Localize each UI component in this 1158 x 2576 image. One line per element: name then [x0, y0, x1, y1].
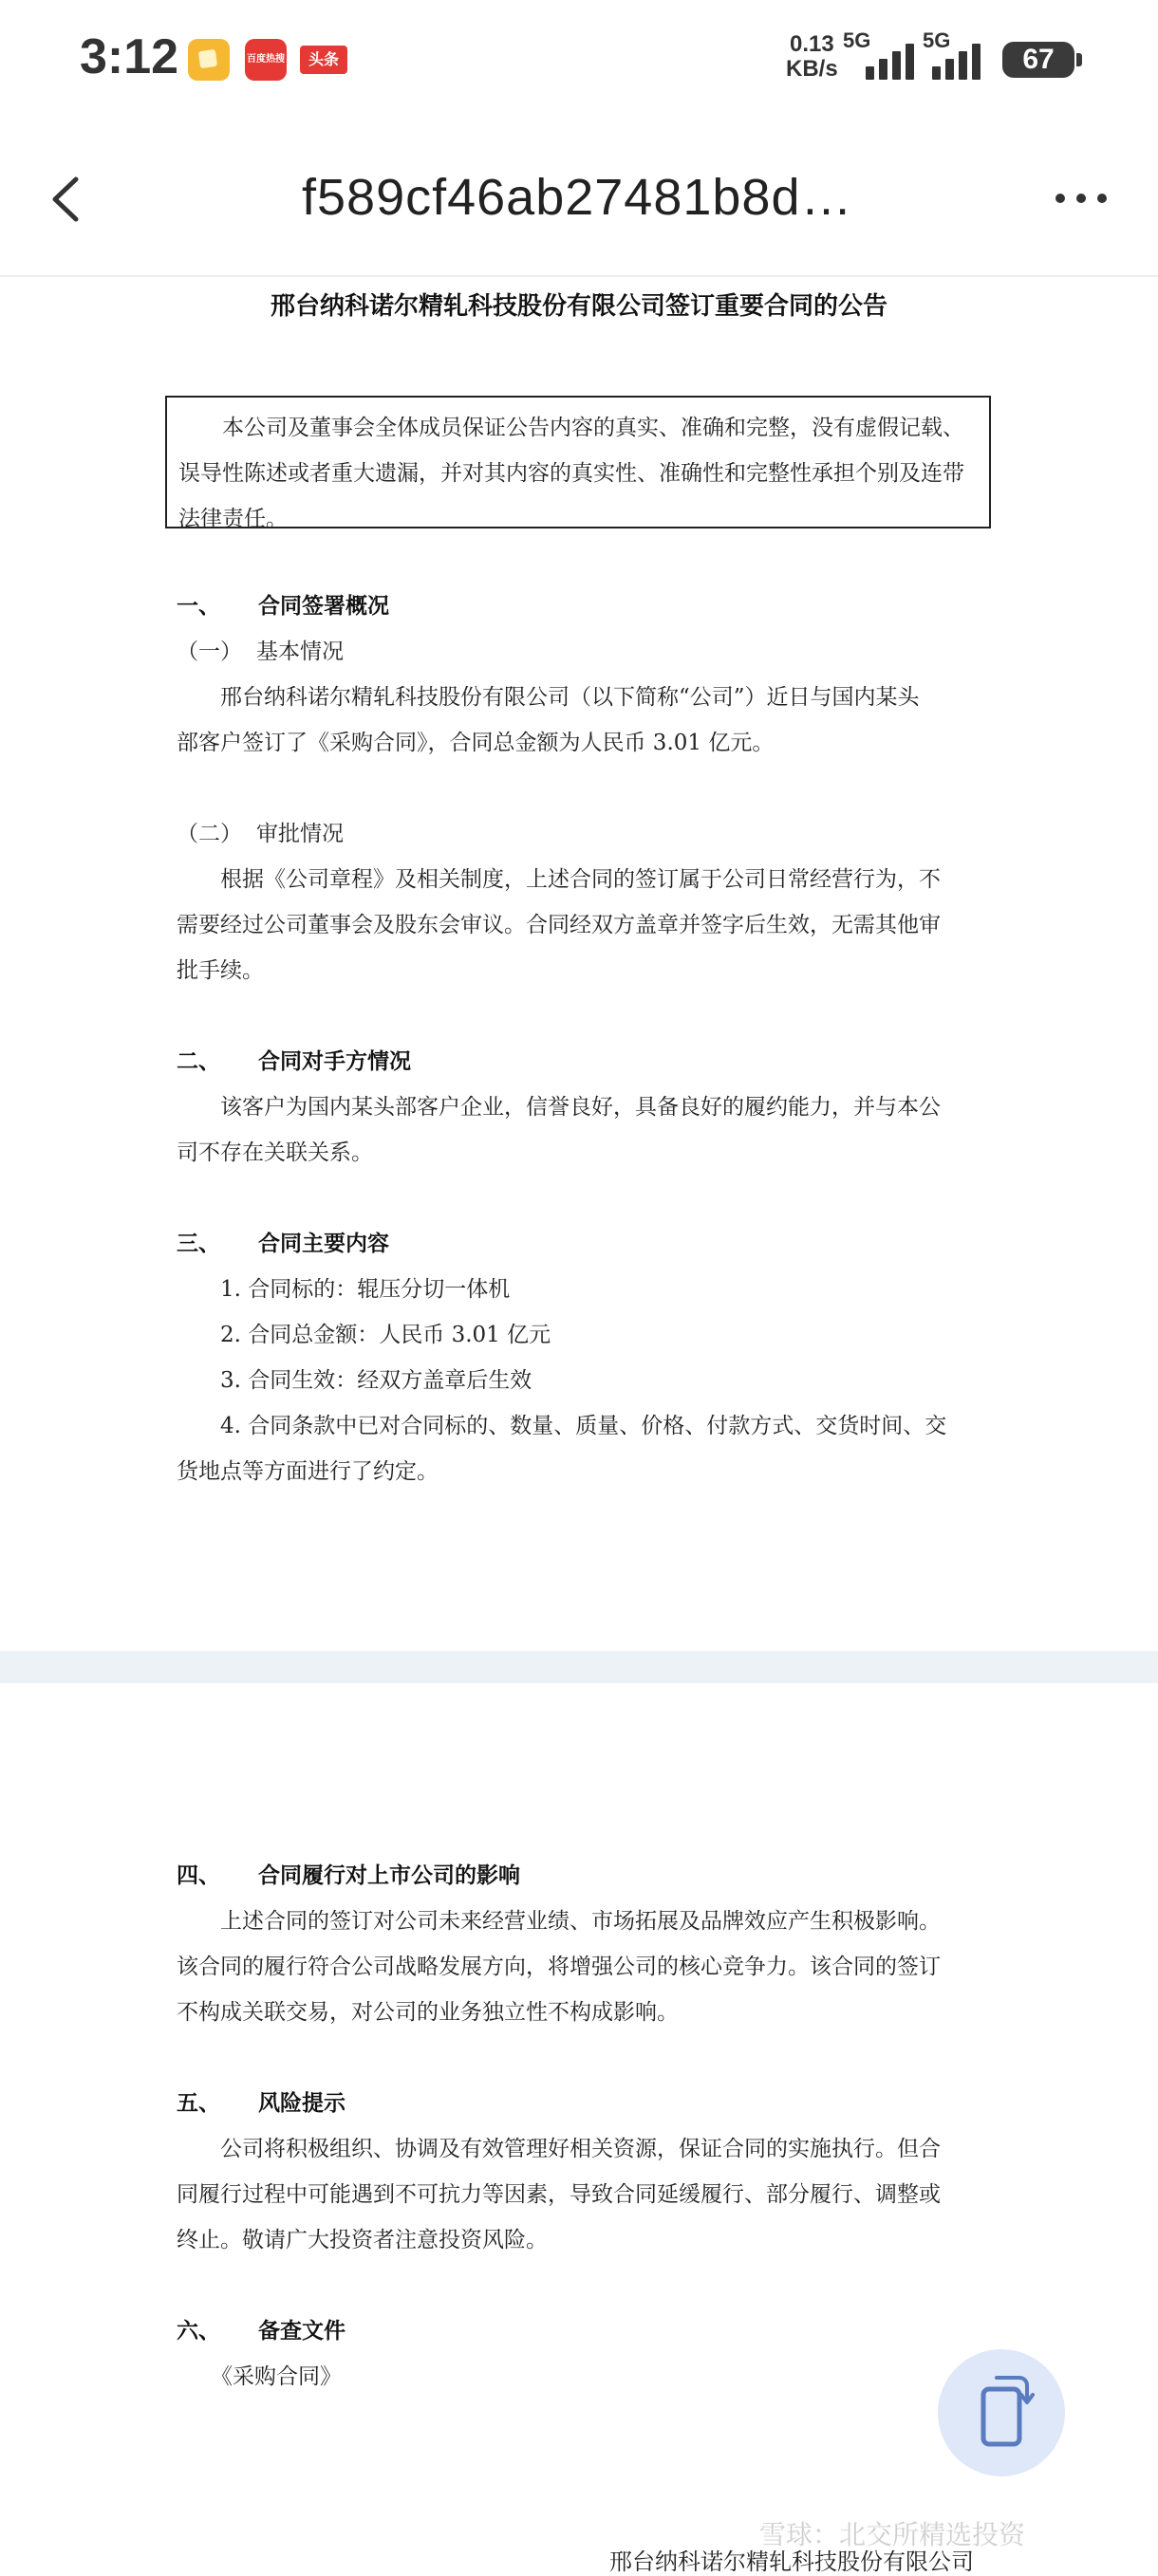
signal-1-label: 5G	[843, 28, 871, 52]
section-6-title: 备查文件	[258, 2318, 346, 2344]
section-4-number: 四、	[177, 1863, 220, 1888]
page-title: f589cf46ab27481b8d…	[302, 169, 853, 226]
section-5-number: 五、	[177, 2090, 220, 2116]
section-3-number: 三、	[177, 1231, 220, 1256]
paragraph-line: 根据《公司章程》及相关制度，上述合同的签订属于公司日常经营行为，不	[220, 867, 941, 892]
net-speed-value: 0.13	[789, 31, 834, 57]
paragraph-line: 公司将积极组织、协调及有效管理好相关资源，保证合同的实施执行。但合	[220, 2137, 941, 2161]
section-6-number: 六、	[177, 2318, 220, 2344]
more-dots-icon[interactable]	[1055, 191, 1112, 206]
phone-rotate-icon	[938, 2349, 1065, 2476]
section-2-heading	[177, 1044, 411, 1075]
disclaimer-box: 本公司及董事会全体成员保证公告内容的真实、准确和完整，没有虚假记载、误导性陈述或者重大遗漏，并对其内容的真实性、准确性和完整性承担个别及连带法律责任。	[165, 396, 991, 528]
top-toolbar	[0, 119, 1158, 277]
hot-search-app-icon: 百度热搜	[245, 39, 287, 81]
section-5-heading	[177, 2085, 346, 2117]
paragraph-line: 部客户签订了《采购合同》，合同总金额为人民币 3.01 亿元。	[177, 731, 775, 755]
sub-2-number: （二）	[177, 822, 242, 846]
back-arrow-icon[interactable]	[47, 176, 85, 223]
list-item: 3. 合同生效：经双方盖章后生效	[220, 1368, 532, 1393]
section-6-heading	[177, 2313, 346, 2344]
sub-2-title: 审批情况	[256, 822, 344, 846]
toutiao-app-icon: 头条	[300, 46, 347, 74]
section-5-title: 风险提示	[258, 2090, 346, 2116]
notes-app-icon	[188, 39, 230, 81]
section-2-number: 二、	[177, 1048, 220, 1074]
signal-2-label: 5G	[923, 28, 951, 52]
rotate-screen-button[interactable]	[938, 2349, 1065, 2476]
net-speed-unit: KB/s	[786, 56, 838, 82]
section-2-title: 合同对手方情况	[258, 1048, 411, 1074]
status-time: 3:12	[80, 29, 179, 84]
paragraph-line: 需要经过公司董事会及股东会审议。合同经双方盖章并签字后生效，无需其他审	[177, 913, 941, 937]
battery-level: 67	[1022, 44, 1055, 75]
sub-1-number: （一）	[177, 639, 242, 664]
paragraph-line: 上述合同的签订对公司未来经营业绩、市场拓展及品牌效应产生积极影响。	[220, 1909, 941, 1934]
paragraph-line: 同履行过程中可能遇到不可抗力等因素，导致合同延缓履行、部分履行、调整或	[177, 2182, 941, 2207]
page-separator	[0, 1651, 1158, 1683]
battery-icon	[1002, 42, 1074, 78]
net-speed	[786, 32, 838, 82]
signal-1-icon	[843, 28, 919, 82]
section-4-heading	[177, 1858, 520, 1889]
status-bar	[0, 0, 1158, 119]
watermark-text: 雪球：北交所精选投资	[759, 2519, 1026, 2550]
section-1-sub-1-heading	[177, 634, 344, 665]
list-item: 1. 合同标的：辊压分切一体机	[220, 1277, 511, 1302]
document-title: 邢台纳科诺尔精轧科技股份有限公司签订重要合同的公告	[270, 292, 887, 321]
footer-company-name: 邢台纳科诺尔精轧科技股份有限公司	[609, 2548, 974, 2575]
section-3-title: 合同主要内容	[258, 1231, 389, 1256]
paragraph-line: 该合同的履行符合公司战略发展方向，将增强公司的核心竞争力。该合同的签订	[177, 1955, 941, 1979]
sub-1-title: 基本情况	[256, 639, 344, 664]
list-item-continuation: 货地点等方面进行了约定。	[177, 1459, 439, 1484]
paragraph-line: 司不存在关联关系。	[177, 1140, 373, 1165]
section-1-number: 一、	[177, 593, 220, 619]
paragraph-line: 批手续。	[177, 958, 264, 983]
section-4-title: 合同履行对上市公司的影响	[258, 1863, 520, 1888]
paragraph-line: 不构成关联交易，对公司的业务独立性不构成影响。	[177, 2000, 679, 2025]
section-1-sub-2-heading	[177, 816, 344, 847]
paragraph-line: 邢台纳科诺尔精轧科技股份有限公司（以下简称“公司”）近日与国内某头	[220, 685, 920, 710]
paragraph-line: 该客户为国内某头部客户企业，信誉良好，具备良好的履约能力，并与本公	[220, 1095, 941, 1120]
attachment-item: 《采购合同》	[211, 2364, 342, 2389]
list-item: 4. 合同条款中已对合同标的、数量、质量、价格、付款方式、交货时间、交	[220, 1414, 947, 1438]
signal-2-icon	[923, 28, 999, 82]
paragraph-line: 终止。敬请广大投资者注意投资风险。	[177, 2228, 548, 2252]
list-item: 2. 合同总金额：人民币 3.01 亿元	[220, 1323, 551, 1347]
section-1-heading	[177, 588, 389, 620]
section-1-title: 合同签署概况	[258, 593, 389, 619]
section-3-heading	[177, 1226, 389, 1257]
